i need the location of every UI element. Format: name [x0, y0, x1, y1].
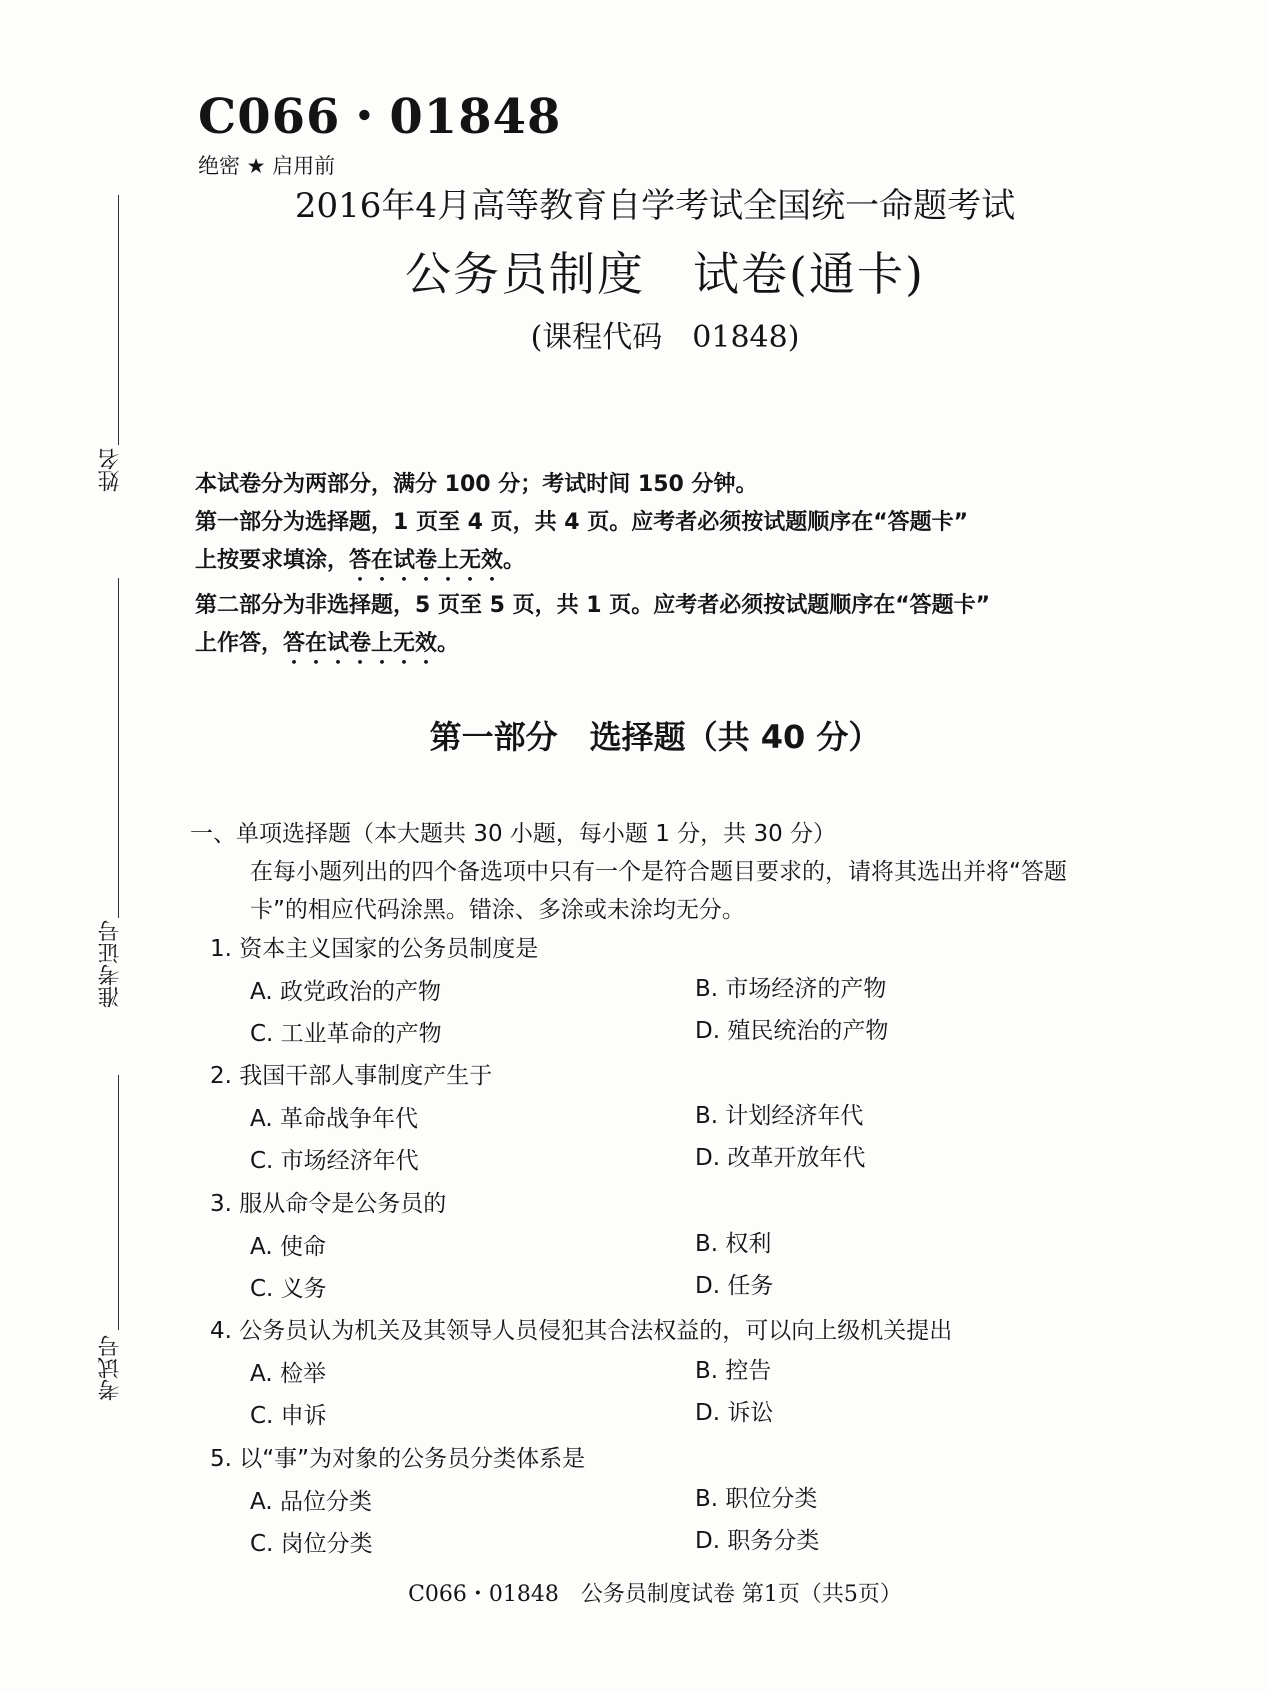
- exam-no-line: [118, 1075, 119, 1330]
- question-4-option-c: C. 申诉: [250, 1403, 327, 1429]
- question-2-option-c: C. 市场经济年代: [250, 1148, 419, 1174]
- question-2-option-d: D. 改革开放年代: [695, 1145, 866, 1171]
- name-label: 姓名: [98, 448, 123, 492]
- secret-mark: 绝密 ★ 启用前: [198, 154, 336, 178]
- question-3-option-c: C. 义务: [250, 1276, 327, 1302]
- exam-no-label: 考试号: [98, 1335, 123, 1401]
- question-1-stem: 1. 资本主义国家的公务员制度是: [210, 936, 539, 962]
- question-3-option-d: D. 任务: [695, 1273, 774, 1299]
- instruction-text: 上按要求填涂，: [195, 548, 350, 573]
- question-2-option-b: B. 计划经济年代: [695, 1103, 864, 1129]
- question-5-option-b: B. 职位分类: [695, 1486, 818, 1512]
- instruction-line-3: [195, 543, 525, 586]
- question-3-option-a: A. 使命: [250, 1234, 326, 1260]
- question-5-option-a: A. 品位分类: [250, 1489, 372, 1515]
- question-2-option-a: A. 革命战争年代: [250, 1106, 418, 1132]
- course-code: (课程代码 01848): [530, 320, 800, 355]
- section-heading: 一、单项选择题（本大题共 30 小题，每小题 1 分，共 30 分）: [190, 821, 837, 847]
- emphasis-text: 答在试卷上无效: [349, 548, 504, 573]
- question-4-option-b: B. 控告: [695, 1358, 772, 1384]
- question-4-option-d: D. 诉讼: [695, 1400, 774, 1426]
- question-2-stem: 2. 我国干部人事制度产生于: [210, 1063, 493, 1089]
- instruction-text: 。: [503, 548, 526, 573]
- question-4-option-a: A. 检举: [250, 1361, 326, 1387]
- question-3-stem: 3. 服从命令是公务员的: [210, 1191, 447, 1217]
- page-footer: C066・01848 公务员制度试卷 第1页（共5页）: [408, 1582, 902, 1607]
- section-description-2: 卡”的相应代码涂黑。错涂、多涂或未涂均无分。: [250, 897, 745, 923]
- instruction-line-5: [195, 626, 459, 669]
- instruction-text: 上作答，: [195, 631, 284, 656]
- instruction-line-4: 第二部分为非选择题，5 页至 5 页，共 1 页。应考者必须按试题顺序在“答题卡”: [195, 593, 991, 618]
- instruction-text: 。: [437, 631, 460, 656]
- emphasis-text: 答在试卷上无效: [283, 631, 438, 656]
- question-3-option-b: B. 权利: [695, 1231, 772, 1257]
- question-5-option-c: C. 岗位分类: [250, 1531, 373, 1557]
- question-5-option-d: D. 职务分类: [695, 1528, 820, 1554]
- admission-label: 准考证号: [98, 920, 123, 1008]
- question-4-stem: 4. 公务员认为机关及其领导人员侵犯其合法权益的，可以向上级机关提出: [210, 1318, 953, 1344]
- paper-title: 公务员制度 试卷(通卡): [405, 247, 925, 301]
- exam-title: 2016年4月高等教育自学考试全国统一命题考试: [294, 186, 1016, 226]
- instruction-line-1: 本试卷分为两部分，满分 100 分；考试时间 150 分钟。: [195, 472, 758, 497]
- paper-code: C066・01848: [198, 89, 562, 145]
- section-description-1: 在每小题列出的四个备选项中只有一个是符合题目要求的，请将其选出并将“答题: [250, 859, 1067, 885]
- question-5-stem: 5. 以“事”为对象的公务员分类体系是: [210, 1446, 586, 1472]
- part-title: 第一部分 选择题（共 40 分）: [429, 718, 881, 756]
- question-1-option-c: C. 工业革命的产物: [250, 1021, 442, 1047]
- instruction-line-2: 第一部分为选择题，1 页至 4 页，共 4 页。应考者必须按试题顺序在“答题卡”: [195, 510, 969, 535]
- question-1-option-a: A. 政党政治的产物: [250, 979, 441, 1005]
- question-1-option-d: D. 殖民统治的产物: [695, 1018, 889, 1044]
- question-1-option-b: B. 市场经济的产物: [695, 976, 887, 1002]
